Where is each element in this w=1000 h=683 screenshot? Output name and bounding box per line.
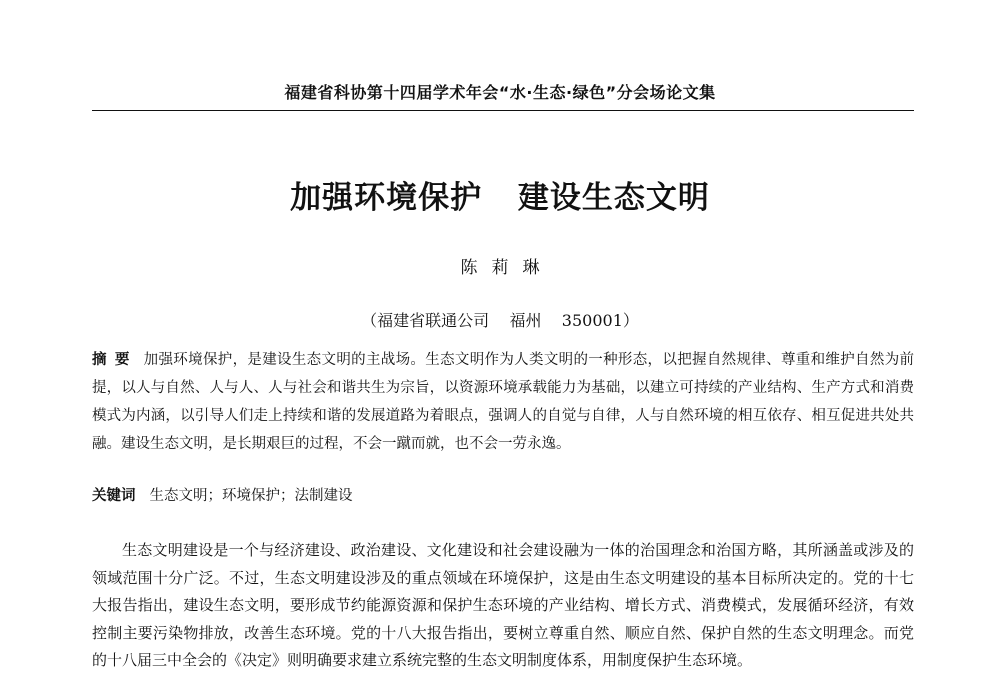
abstract: [92, 346, 914, 458]
body-paragraph: 生态文明建设是一个与经济建设、政治建设、文化建设和社会建设融为一体的治国理念和治国方略，其所涵盖或涉及的领域范围十分广泛。不过，生态文明建设涉及的重点领域在环境保护，这是由生态文明建设的基本目标所决定的。党的十七大报告指出，建设生态文明，要形成节约能源资源和保护生态环境的产业结构、增长方式、消费模式，发展循环经济，有效控制主要污染物排放，改善生态环境。党的十八大报告指出，要树立尊重自然、顺应自然、保护自然的生态文明理念。而党的十八届三中全会的《决定》则明确要求建立系统完整的生态文明制度体系，用制度保护生态环境。: [92, 541, 914, 669]
paper-title: 加强环境保护 建设生态文明: [290, 180, 710, 216]
author-name: 陈莉琳: [460, 258, 554, 278]
author-affiliation: （福建省联通公司 福州 350001）: [361, 311, 639, 330]
abstract-label: 摘要: [92, 352, 138, 368]
header-rule: [92, 110, 914, 111]
running-header: 福建省科协第十四届学术年会“水·生态·绿色”分会场论文集: [284, 83, 716, 102]
keywords-label: 关键词: [92, 488, 136, 504]
keywords: [92, 484, 914, 508]
keywords-text: 生态文明；环境保护；法制建设: [149, 488, 353, 504]
abstract-text: 加强环境保护，是建设生态文明的主战场。生态文明作为人类文明的一种形态，以把握自然规律、尊重和维护自然为前提，以人与自然、人与人、人与社会和谐共生为宗旨，以资源环境承载能力为基础，以建立可持续的产业结构、生产方式和消费模式为内涵，以引导人们走上持续和谐的发展道路为着眼点，强调人的自觉与自律，人与自然环境的相互依存、相互促进共处共融。建设生态文明，是长期艰巨的过程，不会一蹴而就，也不会一劳永逸。: [92, 352, 915, 452]
